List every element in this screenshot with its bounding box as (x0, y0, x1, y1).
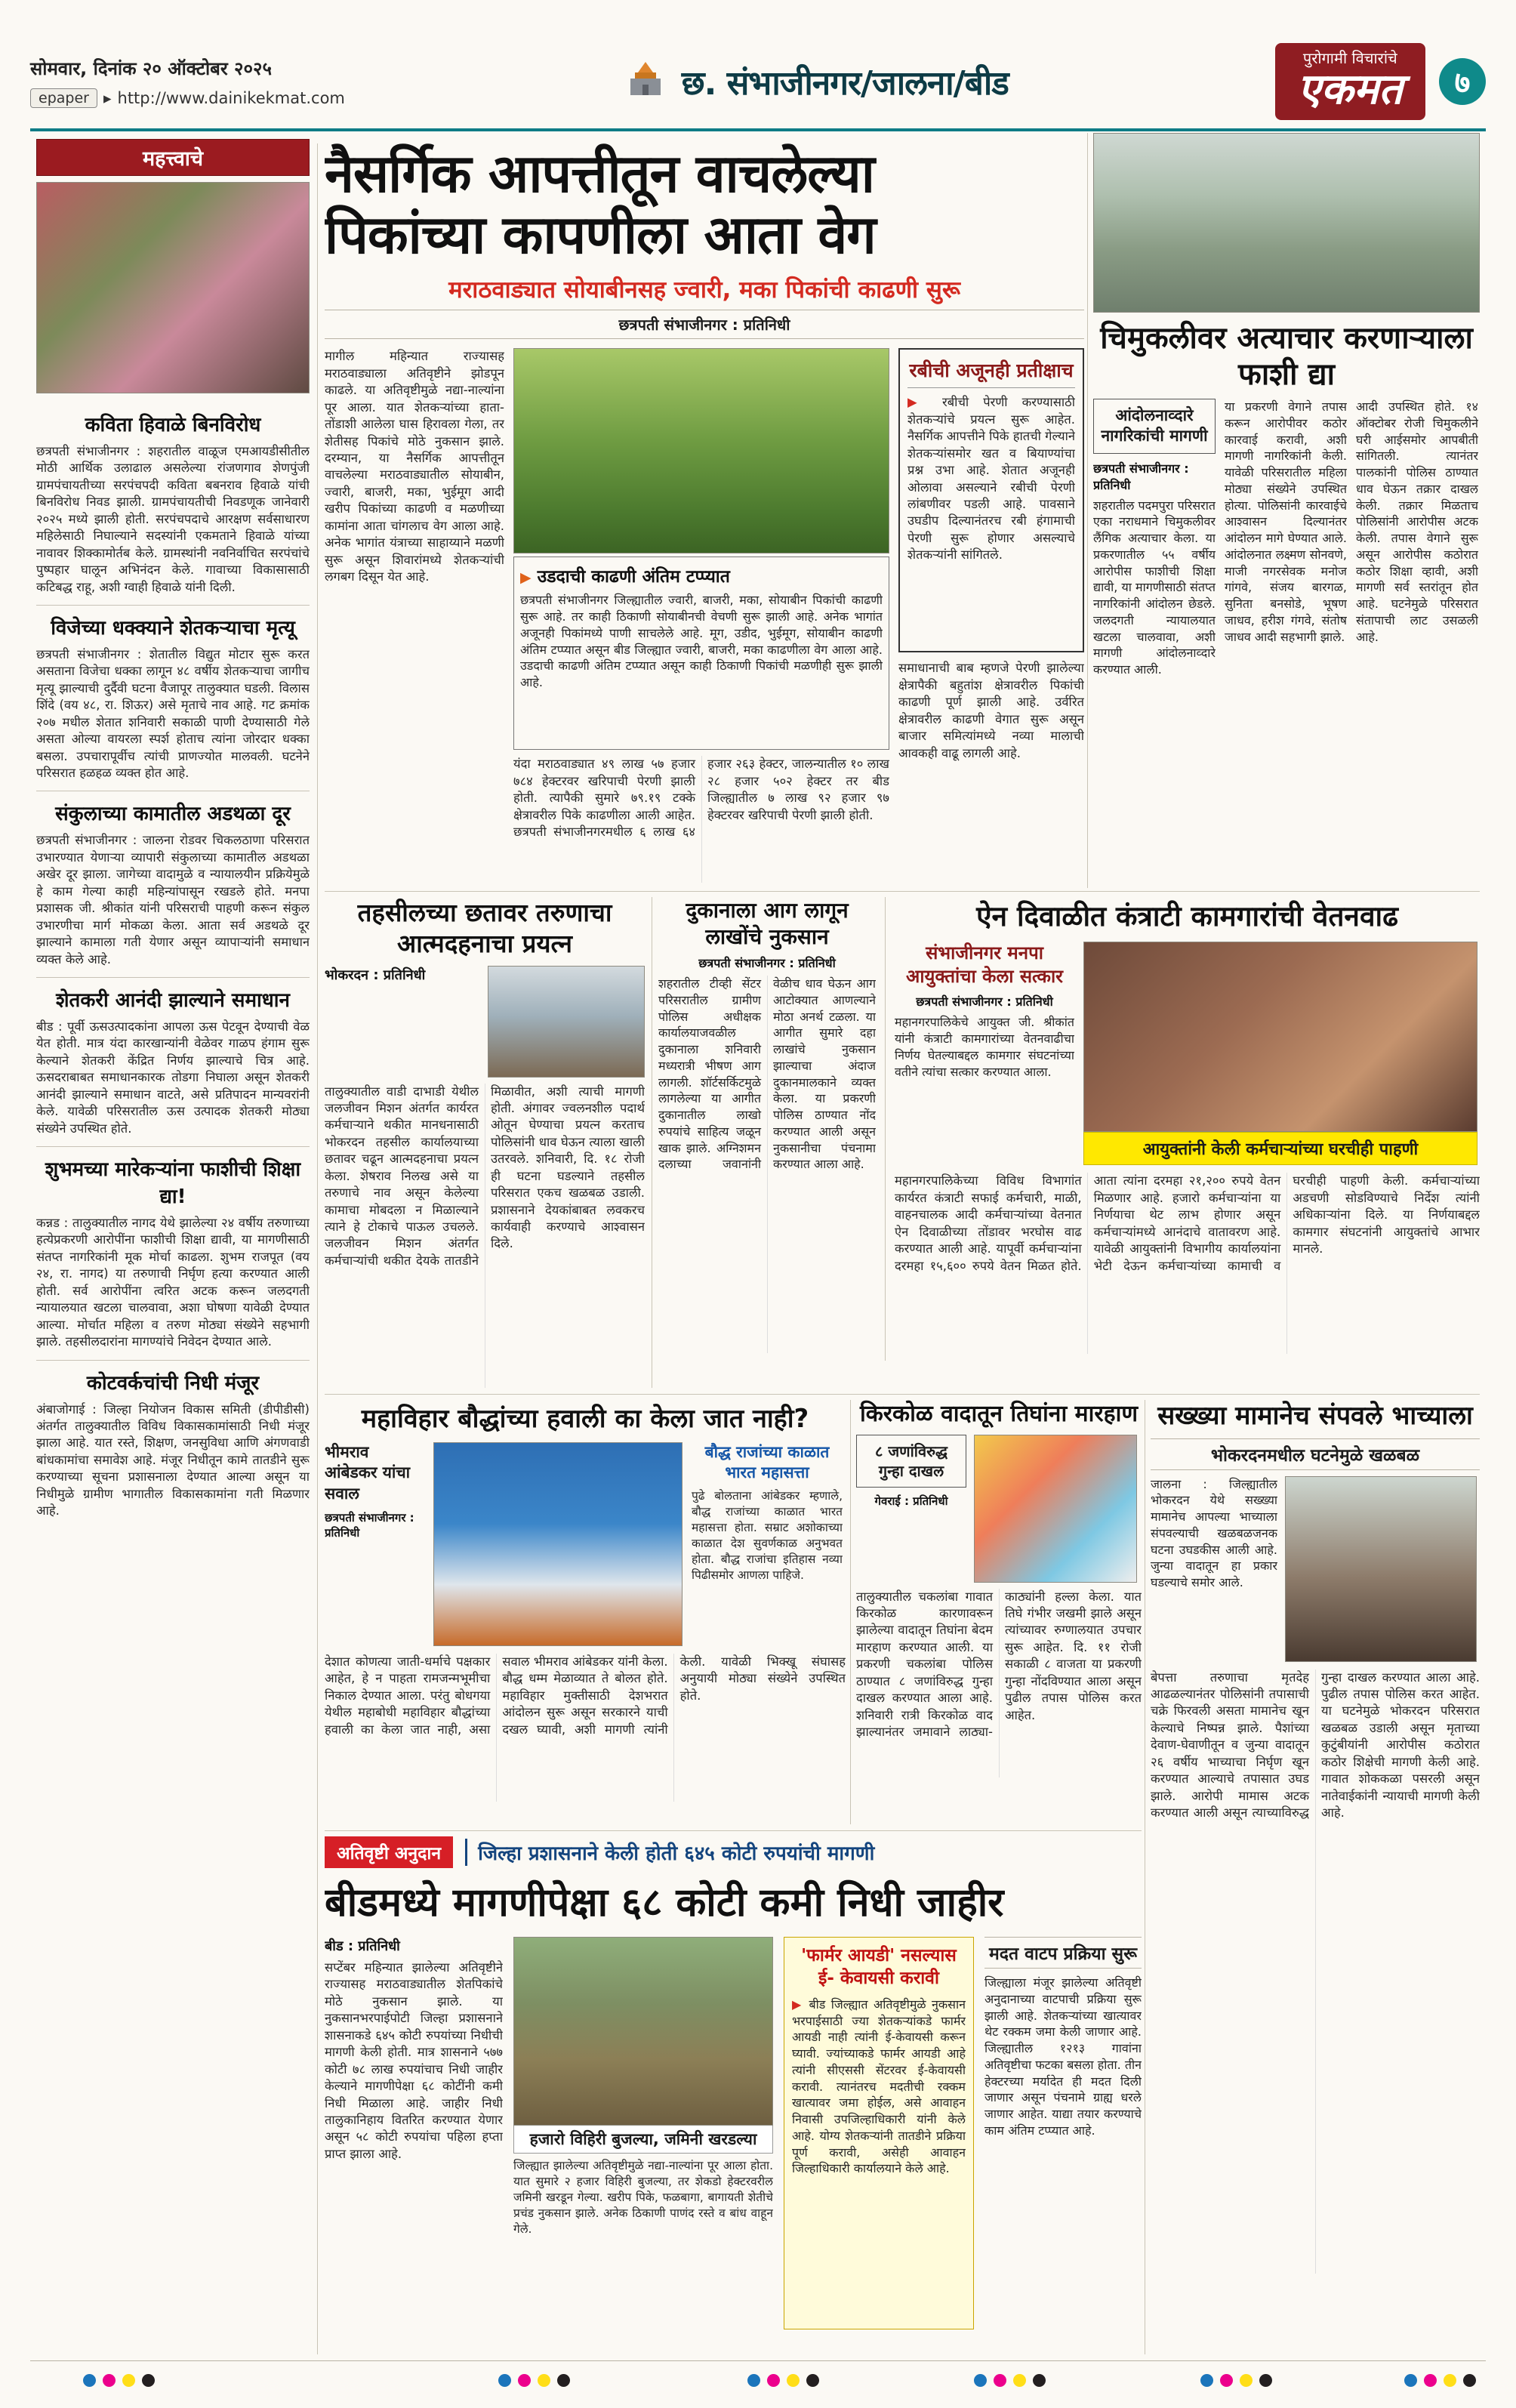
brief-article (36, 605, 310, 782)
lead-subhead: मराठवाड्यात सोयाबीनसह ज्वारी, मका पिकांची काढणी सुरू (448, 276, 960, 304)
beed-dateline: बीड : प्रतिनिधी (325, 1938, 400, 1954)
bullet-arrow-icon: ▶ (792, 1996, 809, 2012)
brief-article (36, 1360, 310, 1520)
fight-dateline: गेवराई : प्रतिनिधी (874, 1494, 948, 1508)
assault-headline: चिमुकलीवर अत्याचार करणाऱ्याला फाशी द्या (1100, 321, 1473, 392)
flooded-field-photo (513, 1937, 773, 2126)
vihar-blue-title: बौद्ध राजांच्या काळात भारत महासत्ता (704, 1443, 830, 1482)
mama-subhead: भोकरदनमधील घटनेमुळे खळबळ (1151, 1438, 1480, 1470)
magenta-dot (518, 2374, 531, 2387)
registration-marks (1200, 2374, 1272, 2387)
lead-body-col1: मागील महिन्यात राज्यासह मराठवाड्याला अतिवृष्टीने झोडपून काढले. या अतिवृष्टीमुळे नद्या-नाल्यांना पूर आला. यात शेतकऱ्यांच्या हाता-तोंडाशी आलेला घास हिरावला गेला, तर शेतीसह पिकांचे मोठे नुकसान झाले. दरम्यान, या नैसर्गिक आपत्तीतून वाचलेल्या मराठवाड्यातील सोयाबीन, ज्वारी, बाजरी, मका, भुईमूग आदी खरीप पिकांच्या काढणी व मळणीच्या कामांना आता चांगलाच वेग आला आहे. अनेक भागांत यंत्राच्या साहाय्याने मळणी सुरू असून शिवारांमध्ये शेतकऱ्यांची लगबग दिसून येत आहे. (325, 349, 504, 584)
brief-body: छत्रपती संभाजीनगर : जालना रोडवर चिकलठाणा परिसरात उभारण्यात येणाऱ्या व्यापारी संकुलाच्या कामातील अडथळा अखेर दूर झाला. जागेच्या वादामुळे व न्यायालयीन प्रक्रियेमुळे हे काम गेल्या काही महिन्यांपासून रखडले होते. मनपा प्रशासक जी. श्रीकांत यांनी परिसराची पाहणी करून संकुल उभारणीचा मार्ग मोकळा केला. आता सर्व अडथळे दूर झाल्याने कामाला गती येणार असून व्यापाऱ्यांनी समाधान व्यक्त केले आहे. (36, 833, 310, 967)
registration-marks (498, 2374, 570, 2387)
tahsil-dateline: भोकरदन : प्रतिनिधी (325, 967, 426, 983)
fire-body: शहरातील टीव्ही सेंटर परिसरातील ग्रामीण पोलिस अधीक्षक कार्यालयाजवळील दुकानाला शनिवारी मध्यरात्री भीषण आग लागली. शॉर्टसर्किटमुळे लागलेल्या या आगीत दुकानातील लाखो रुपयांचे साहित्य जळून खाक झाले. अग्निशमन दलाच्या जवानांनी वेळीच धाव घेऊन आग आटोक्यात आणल्याने मोठा अनर्थ टळला. या आगीत सुमारे दहा लाखांचे नुकसान झाल्याचा अंदाज दुकानमालकाने व्यक्त केला. या प्रकरणी पोलिस ठाण्यात नोंद करण्यात आली असून नुकसानीचा पंचनामा करण्यात आला आहे. (658, 976, 876, 1172)
brief-body: अंबाजोगाई : जिल्हा नियोजन विकास समिती (डीपीडीसी) अंतर्गत तालुक्यातील विविध विकासकामांसाठी निधी मंजूर झाला आहे. यात रस्ते, शिक्षण, जनसुविधा आणि अंगणवाडी बांधकामांचा समावेश आहे. मंजूर निधीतून कामे तातडीने सुरू करण्याच्या सूचना प्रशासनाला देण्यात आल्या असून या निधीमुळे ग्रामीण भागातील विकासकामांना गती मिळणार आहे. (36, 1401, 310, 1518)
rabi-body-text: रबीची पेरणी करण्यासाठी शेतकऱ्यांचे प्रयत्न सुरू आहेत. नैसर्गिक आपत्तीने पिके हातची गेल्याने शेतकऱ्यांसमोर खत व बियाण्यांचा प्रश्न उभा आहे. शेतात अजूनही ओलावा असल्याने रबीची पेरणी लांबणीवर पडली आहे. पावसाने उघडीप दिल्यानंतरच रबी हंगामाची पेरणी सुरू होणार असल्याचे शेतकऱ्यांनी सांगितले. (907, 395, 1075, 563)
mama-headline: सख्ख्या मामानेच संपवले भाच्याला (1157, 1401, 1473, 1431)
magenta-dot (767, 2374, 780, 2387)
farmer-id-body-text: बीड जिल्ह्यात अतिवृष्टीमुळे नुकसान भरपाईसाठी ज्या शेतकऱ्यांकडे फार्मर आयडी नाही त्यांनी ई-केवायसी करून घ्यावी. ज्यांच्याकडे फार्मर आयडी आहे त्यांनी सीएससी सेंटरवर ई-केवायसी करावी. त्यानंतरच मदतीची रक्कम खात्यावर जमा होईल, असे आवाहन निवासी उपजिल्हाधिकारी यांनी केले आहे. योग्य शेतकऱ्यांनी तातडीने प्रक्रिया पूर्ण करावी, असेही आवाहन जिल्हाधिकारी कार्यालयाने केले आहे. (792, 1996, 966, 2176)
vihar-headline: महाविहार बौद्धांच्या हवाली का केला जात नाही? (361, 1404, 809, 1434)
wage-side-byline: छत्रपती संभाजीनगर : प्रतिनिधी (916, 994, 1053, 1010)
rabi-sidebar-box (898, 348, 1084, 652)
beed-photo-caption-body: जिल्ह्यात झालेल्या अतिवृष्टीमुळे नद्या-नाल्यांना पूर आला होता. यात सुमारे २ हजार विहिरी बुजल्या, तर शेकडो हेक्टरवरील जमिनी खरडून गेल्या. खरीप पिके, फळबागा, बागायती शेतीचे प्रचंड नुकसान झाले. अनेक ठिकाणी पाणंद रस्ते व बांध वाहून गेले. (513, 2159, 773, 2237)
cyan-dot (83, 2374, 96, 2387)
assault-byline: छत्रपती संभाजीनगर : प्रतिनिधी (1093, 461, 1189, 492)
lead-headline (325, 143, 1084, 266)
brief-headline: शुभमच्या मारेकऱ्यांना फाशीची शिक्षा द्या! (45, 1158, 301, 1208)
black-dot (1259, 2374, 1272, 2387)
left-briefs-column (36, 139, 310, 2356)
lead-headline-line1: नैसर्गिक आपत्तीतून वाचलेल्या (325, 143, 874, 205)
self-immolation-article (325, 897, 645, 1388)
beed-body-colD: जिल्ह्याला मंजूर झालेल्या अतिवृष्टी अनुदानाच्या वाटपाची प्रक्रिया सुरू झाली आहे. शेतकऱ्यांच्या खात्यावर थेट रक्कम जमा केली जाणार आहे. जिल्ह्यातील १२१३ गावांना अतिवृष्टीचा फटका बसला होता. तीन हेक्टरच्या मर्यादेत ही मदत दिली जाणार असून पंचनामे ग्राह्य धरले जाणार आहेत. याद्या तयार करण्याचे काम अंतिम टप्प्यात आहे. (984, 1975, 1142, 2138)
brief-article (36, 791, 310, 968)
caption-body: छत्रपती संभाजीनगर जिल्ह्यातील ज्वारी, बाजरी, मका, सोयाबीन पिकांची काढणी सुरू आहे. तर काही ठिकाणी सोयाबीनची वेचणी सुरू झाली आहे. अनेक भागांत अजूनही पिकांमध्ये पाणी साचलेले आहे. मूग, उडीद, भुईमूग, सोयाबीन काढणी अंतिम टप्प्यात असून बीड जिल्ह्यात ज्वारी, बाजरी, मका काढणीला वेग आला आहे. उडदाची काढणी अंतिम टप्प्यात असून काही ठिकाणी पिकांची मळणीही सुरू झाली आहे. (520, 593, 883, 690)
brief-body: छत्रपती संभाजीनगर : शेतातील विद्युत मोटार सुरू करत असताना विजेचा धक्का लागून ४८ वर्षीय शेतकऱ्याचा जागीच मृत्यू झाल्याची दुर्दैवी घटना वैजापूर तालुक्यात घडली. विलास शिंदे (वय ४८, रा. शिऊर) असे मृताचे नाव आहे. गट क्रमांक २०७ मधील शेतात शनिवारी सकाळी पाणी देण्यासाठी गेले असता ओल्या वायरला स्पर्श होताच त्यांना जोरदार धक्का बसला. उपचारापूर्वीच त्यांची प्राणज्योत मालवली. घटनेने परिसरात हळहळ व्यक्त होत आहे. (36, 646, 310, 780)
demand-minibox (1093, 399, 1216, 454)
caption-title-text: उडदाची काढणी अंतिम टप्प्यात (537, 567, 730, 587)
rooftop-photo (488, 966, 645, 1078)
brief-article (36, 977, 310, 1137)
column-rule (885, 897, 886, 1361)
bullet-arrow-icon: ▶ (907, 395, 943, 410)
registration-marks (83, 2374, 155, 2387)
brief-body: छत्रपती संभाजीनगर : शहरातील वाळूज एमआयडीसीतील मोठी आर्थिक उलाढाल असलेल्या रांजणगाव शेणपुंजी ग्रामपंचायतीच्या सरपंचपदी कविता बबनराव हिवाळे यांची बिनविरोध निवड झाली. ग्रामपंचायतीची निवडणूक जानेवारी २०२५ मध्ये झाली होती. सरपंचपदाचे आरक्षण सर्वसाधारण महिलेसाठी निघाल्याने सदस्यांनी एकमताने हिवाळे यांच्या नावावर शिक्कामोर्तब केले. ग्रामस्थांनी नवनिर्वाचित सरपंचांचे पुष्पहार घालून अभिनंदन केले. गावाच्या विकासासाठी कटिबद्ध राहू, अशी ग्वाही हिवाळे यांनी दिली. (36, 444, 310, 594)
cyan-dot (747, 2374, 760, 2387)
wage-hike-article (895, 896, 1480, 1359)
masthead-tagline: पुरोगामी विचारांचे (1302, 49, 1397, 68)
victim-portrait-photo (1285, 1476, 1477, 1662)
magenta-dot (1220, 2374, 1233, 2387)
brief-headline: कोटवर्कचांची निधी मंजूर (86, 1371, 260, 1395)
shop-fire-article (658, 897, 876, 1388)
section-rule (325, 1830, 1142, 1831)
caption-title (520, 563, 883, 587)
yellow-dot (787, 2374, 800, 2387)
felicitation-ceremony-photo (1083, 942, 1477, 1132)
assault-body-col1: शहरातील पदमपुरा परिसरात एका नराधमाने चिमुकलीवर लैंगिक अत्याचार केला. या प्रकरणातील ५५ वर्षीय आरोपीस फाशीची शिक्षा द्यावी, या मागणीसाठी संतप्त नागरिकांनी आंदोलन छेडले. जलदगती न्यायालयात खटला चालवावा, अशी मागणी आंदोलनाव्दारे करण्यात आली. (1093, 498, 1216, 677)
section-title-important: महत्त्वाचे (36, 139, 310, 176)
fight-headline: किरकोळ वादातून तिघांना मारहाण (859, 1401, 1139, 1427)
section-rule (325, 891, 1480, 892)
page-header (30, 39, 1486, 124)
footer-rule (30, 2360, 1486, 2361)
vihar-side-title: भीमराव आंबेडकर यांचा सवाल (325, 1443, 411, 1503)
farmer-id-title: 'फार्मर आयडी' नसल्यास ई- केवायसी करावी (801, 1946, 957, 1988)
brief-article (36, 402, 310, 596)
black-dot (806, 2374, 819, 2387)
yellow-dot (122, 2374, 135, 2387)
header-rule (30, 128, 1486, 131)
cyan-dot (498, 2374, 511, 2387)
magenta-dot (103, 2374, 116, 2387)
mama-intro: जालना : जिल्ह्यातील भोकरदन येथे सख्ख्या मामानेच आपल्या भाच्याला संपवल्याची खळबळजनक घटना उघडकीस आली आहे. जुन्या वादातून हा प्रकार घडल्याचे समोर आले. (1151, 1476, 1277, 1589)
fire-headline: दुकानाला आग लागून लाखोंचे नुकसान (686, 898, 849, 949)
yellow-dot (538, 2374, 550, 2387)
mahavihar-article (325, 1400, 846, 1824)
wage-side-title: संभाजीनगर मनपा आयुक्तांचा केला सत्कार (906, 942, 1063, 988)
mama-body: बेपत्ता तरुणाचा मृतदेह आढळल्यानंतर पोलिसांनी तपासाची चक्रे फिरवली असता मामानेच खून केल्याचे निष्पन्न झाले. पैशांच्या देवाण-घेवाणीतून व जुन्या वादातून २६ वर्षीय भाच्याचा निर्घृण खून करण्यात आल्याचे तपासात उघड झाले. आरोपी मामास अटक करण्यात आली असून त्याच्याविरुद्ध गुन्हा दाखल करण्यात आला आहे. पुढील तपास पोलिस करत आहेत. या घटनेमुळे भोकरदन परिसरात खळबळ उडाली असून मृताच्या कुटुंबीयांनी आरोपीस कठोरात कठोर शिक्षेची मागणी केली आहे. गावात शोककळा पसरली असून नातेवाईकांनी न्यायाची मागणी केली आहे. (1151, 1670, 1480, 1820)
rabi-body (907, 394, 1075, 643)
tahsil-headline: तहसीलच्या छतावर तरुणाचा आत्मदहनाचा प्रयत्न (357, 898, 612, 959)
black-dot (1463, 2374, 1476, 2387)
cyan-dot (1200, 2374, 1213, 2387)
column-rule (850, 1400, 851, 1824)
registration-marks (747, 2374, 819, 2387)
assault-body-col3: आदी उपस्थित होते. १४ ऑक्टोबर रोजी चिमुकलीने घरी आईसमोर आपबीती सांगितली. त्यानंतर पालकांनी पोलिस ठाण्यात धाव घेऊन तक्रार दाखल केली. तक्रार मिळताच पोलिसांनी आरोपीस अटक केली. तपास वेगाने सुरू असून आरोपीस कठोरात कठोर शिक्षा व्हावी, अशी मागणी सर्व स्तरांतून होत आहे. घटनेमुळे परिसरात संतापाची लाट उसळली आहे. (1356, 399, 1478, 644)
page-number-badge: ७ (1439, 58, 1486, 105)
wage-headline: ऐन दिवाळीत कंत्राटी कामगारांची वेतनवाढ (976, 900, 1398, 933)
assault-body-col2: या प्रकरणी वेगाने तपास करून आरोपीवर कठोर कारवाई करावी, अशी मागणी नागरिकांनी केली. यावेळी परिसरातील महिला मोठ्या संख्येने उपस्थित होत्या. पोलिसांनी कारवाईचे आश्वासन दिल्यानंतर आंदोलन मागे घेण्यात आले. आंदोलनात लक्ष्मण सोनवणे, माजी नगरसेवक मनोज गांगवे, संजय बारगळ, सुनिता बनसोडे, भूषण जाधव, हरीश गंगवे, संतोष जाधव आदी सहभागी झाले. (1225, 399, 1347, 644)
yellow-dot (1240, 2374, 1253, 2387)
yellow-dot (1013, 2374, 1026, 2387)
farmer-id-body (792, 1996, 966, 2177)
magenta-dot (1424, 2374, 1437, 2387)
beed-fund-article (325, 1836, 1142, 2354)
vihar-blue-body: पुढे बोलताना आंबेडकर म्हणाले, बौद्ध राजांच्या काळात भारत महासत्ता होता. सम्राट अशोकाच्या काळात देश सुवर्णकाळ अनुभवत होता. बौद्ध राजांचा इतिहास नव्या पिढीसमोर आणला पाहिजे. (692, 1488, 843, 1582)
registration-marks (1404, 2374, 1476, 2387)
black-dot (1033, 2374, 1046, 2387)
beed-body-col1: सप्टेंबर महिन्यात झालेल्या अतिवृष्टीने राज्यासह मराठवाड्यातील शेतपिकांचे मोठे नुकसान झाले. या नुकसानभरपाईपोटी जिल्हा प्रशासनाने शासनाकडे ६४५ कोटी रुपयांच्या निधीची मागणी केली होती. मात्र शासनाने ५७७ कोटी ७८ लाख रुपयांचाच निधी जाहीर केल्याने मागणीपेक्षा ६८ कोटींनी कमी निधी मिळाला आहे. जाहीर निधी तालुकानिहाय वितरित करण्यात येणार असून ५८ कोटी रुपयांचा पहिला हप्ता प्राप्त झाला आहे. (325, 1960, 503, 2161)
wage-side-body: महानगरपालिकेचे आयुक्त जी. श्रीकांत यांनी कंत्राटी कामगारांच्या वेतनवाढीचा निर्णय घेतल्याबद्दल कामगार संघटनांच्या वतीने त्यांचा सत्कार करण्यात आला. (895, 1015, 1074, 1079)
relief-subhead: मदत वाटप प्रक्रिया सुरू (984, 1937, 1142, 1969)
registration-marks (974, 2374, 1046, 2387)
kicker-tag: अतिवृष्टी अनुदान (325, 1836, 453, 1868)
cyan-dot (974, 2374, 987, 2387)
brief-body: कन्नड : तालुक्यातील नागद येथे झालेल्या २४ वर्षीय तरुणाच्या हत्येप्रकरणी आरोपींना फाशीची शिक्षा द्यावी, या मागणीसाठी संतप्त नागरिकांनी मूक मोर्चा काढला. शुभम राजपूत (वय २४, रा. नागद) या तरुणाची निर्घृण हत्या करण्यात आली होती. सर्व आरोपींना त्वरित अटक करून जलदगती न्यायालयात खटला चालवावा, अशा घोषणा यावेळी देण्यात आल्या. मोर्चात महिला व तरुण मोठ्या संख्येने सहभागी झाले. तहसीलदारांना मागण्यांचे निवेदन देण्यात आले. (36, 1216, 310, 1349)
fire-dateline: छत्रपती संभाजीनगर : प्रतिनिधी (698, 956, 836, 970)
felicitation-photo (36, 182, 310, 393)
fight-case-title: ८ जणांविरुद्ध गुन्हा दाखल (874, 1441, 948, 1480)
lead-headline-line2: पिकांच्या कापणीला आता वेग (325, 204, 876, 267)
vihar-side-byline: छत्रपती संभाजीनगर : प्रतिनिधी (325, 1510, 414, 1540)
black-dot (142, 2374, 155, 2387)
date-line: सोमवार, दिनांक २० ऑक्टोबर २०२५ (30, 57, 272, 79)
protest-crowd-photo (1093, 133, 1480, 313)
masthead (1275, 43, 1425, 120)
brief-headline: शेतकरी आनंदी झाल्याने समाधान (56, 988, 290, 1012)
brief-body: बीड : पूर्वी ऊसउत्पादकांना आपला ऊस पेटवून देण्याची वेळ येत होती. मात्र यंदा कारखान्यांनी वेळेवर गाळप हंगाम सुरू केल्याने शेतकरी केंद्रित निर्णय झाल्याचे चित्र आहे. ऊसदराबाबत समाधानकारक तोडगा निघाला असून शेतकरी आनंदी झाल्याने समाधान वाटते, असे प्रतिपादन मान्यवरांनी केले. यावेळी परिसरातील ऊस उत्पादक शेतकरी मोठ्या संख्येने उपस्थित होते. (36, 1019, 310, 1136)
column-rule (1087, 133, 1088, 888)
dhamma-stage-photo (433, 1442, 683, 1646)
section-rule (325, 1394, 1480, 1395)
brief-article (36, 1146, 310, 1351)
yellow-dot (1444, 2374, 1456, 2387)
black-dot (557, 2374, 570, 2387)
photo-caption-box (513, 557, 889, 750)
fight-body: तालुक्यातील चकलांबा गावात किरकोळ कारणावरून झालेल्या वादातून तिघांना बेदम मारहाण करण्यात आली. या प्रकरणी चकलांबा पोलिस ठाण्यात ८ जणांविरुद्ध गुन्हा दाखल करण्यात आला आहे. शनिवारी रात्री किरकोळ वाद झाल्यानंतर जमावाने लाठ्या-काठ्यांनी हल्ला केला. यात तिघे गंभीर जखमी झाले असून त्यांच्यावर रुग्णालयात उपचार सुरू आहेत. दि. ११ रोजी सकाळी ८ वाजता या प्रकरणी गुन्हा नोंदविण्यात आला असून पुढील तपास पोलिस करत आहेत. (856, 1589, 1142, 1739)
maize-field-photo (513, 348, 889, 553)
brief-headline: संकुलाच्या कामातील अडथळा दूर (55, 803, 291, 826)
lead-body-col2: यंदा मराठवाड्यात ४९ लाख ५७ हजार ७८४ हेक्टरवर खरिपाची पेरणी झाली होती. त्यापैकी सुमारे ७९.१९ टक्के क्षेत्रावरील पिके काढणीला आली आहेत. छत्रपती संभाजीनगरमधील ६ लाख ६४ हजार २६३ हेक्टर, जालन्यातील १० लाख २८ हजार ५०२ हेक्टर तर बीड जिल्ह्यातील ७ लाख ९२ हजार ९७ हेक्टरवर खरिपाची पेरणी झाली होती. (513, 757, 889, 840)
edition-title: छ. संभाजीनगर/जालना/बीड (681, 64, 1009, 103)
column-rule (317, 143, 318, 2354)
fight-illustration (974, 1435, 1137, 1583)
beed-headline: बीडमध्ये मागणीपेक्षा ६८ कोटी कमी निधी जाहीर (325, 1880, 1004, 1925)
masthead-name: एकमत (1297, 65, 1403, 115)
assault-article (1093, 133, 1480, 888)
masthead-logo-icon (621, 60, 670, 103)
lead-article (325, 143, 1084, 890)
demand-minibox-title: आंदोलनाव्दारे नागरिकांची मागणी (1101, 406, 1208, 446)
beed-photo-caption-title: हजारो विहिरी बुजल्या, जमिनी खरडल्या (513, 2126, 773, 2154)
kicker-subtitle: जिल्हा प्रशासनाने केली होती ६४५ कोटी रुपयांची मागणी (465, 1839, 874, 1866)
rabi-title: रबीची अजूनही प्रतीक्षाच (907, 357, 1075, 388)
vihar-body: देशात कोणत्या जाती-धर्माचे पक्षकार आहेत, हे न पाहता रामजन्मभूमीचा निकाल देण्यात आला. परंतु बोधगया येथील महाबोधी महाविहार बौद्धांच्या हवाली का केला जात नाही, असा सवाल भीमराव आंबेडकर यांनी केला. बौद्ध धम्म मेळाव्यात ते बोलत होते. महाविहार मुक्तीसाठी देशभरात आंदोलन सुरू असून सरकारने याची दखल घ्यावी, अशी मागणी त्यांनी केली. यावेळी भिक्खू संघासह अनुयायी मोठ्या संख्येने उपस्थित होते. (325, 1654, 846, 1737)
brief-headline: विजेच्या धक्क्याने शेतकऱ्याचा मृत्यू (51, 616, 295, 640)
yellow-highlight-caption: आयुक्तांनी केली कर्मचाऱ्यांच्या घरचीही पाहणी (1083, 1132, 1477, 1165)
caption-marker-icon: ▶ (520, 569, 532, 587)
cyan-dot (1404, 2374, 1417, 2387)
fight-case-minibox (856, 1435, 966, 1488)
lead-body-col3: समाधानाची बाब म्हणजे पेरणी झालेल्या क्षेत्रापैकी बहुतांश क्षेत्रावरील पिकांची काढणी पूर्ण झाली आहे. उर्वरित क्षेत्रावरील काढणी वेगात सुरू असून बाजार समित्यांमध्ये नव्या मालाची आवकही वाढू लागली आहे. (898, 661, 1084, 760)
lead-byline: छत्रपती संभाजीनगर : प्रतिनिधी (325, 310, 1084, 339)
epaper-badge: epaper (30, 88, 97, 108)
magenta-dot (994, 2374, 1006, 2387)
epaper-url-link[interactable]: http://www.dainikekmat.com (117, 88, 345, 107)
wage-body: महानगरपालिकेच्या विविध विभागांत कार्यरत कंत्राटी सफाई कर्मचारी, माळी, वाहनचालक आदी कर्मचाऱ्यांच्या वेतनात ऐन दिवाळीच्या तोंडावर भरघोस वाढ करण्यात आली आहे. यापूर्वी कर्मचाऱ्यांना दरमहा १५,६०० रुपये वेतन मिळत होते. आता त्यांना दरमहा २१,२०० रुपये वेतन मिळणार आहे. हजारो कर्मचाऱ्यांना या निर्णयाचा थेट लाभ होणार असून कर्मचाऱ्यांमध्ये आनंदाचे वातावरण आहे. यावेळी आयुक्तांनी विभागीय कार्यालयांना भेटी देऊन कर्मचाऱ्यांच्या कामाची व घरचीही पाहणी केली. कर्मचाऱ्यांच्या अडचणी सोडविण्याचे निर्देश त्यांनी अधिकाऱ्यांना दिले. या निर्णयाबद्दल कामगार संघटनांनी आयुक्तांचे आभार मानले. (895, 1173, 1480, 1273)
brief-headline: कविता हिवाळे बिनविरोध (85, 414, 261, 436)
assault-fight-article (856, 1400, 1142, 1824)
link-arrow-icon: ▸ (103, 88, 112, 107)
tahsil-body: तालुक्यातील वाडी दाभाडी येथील जलजीवन मिशन अंतर्गत कार्यरत कर्मचाऱ्याने थकीत मानधनासाठी भोकरदन तहसील कार्यालयाच्या छतावर चढून आत्मदहनाचा प्रयत्न केला. शेषराव निलख असे या तरुणाचे नाव असून केलेल्या कामाचा मोबदला न मिळाल्याने त्याने हे टोकाचे पाऊल उचलले. जलजीवन मिशन अंतर्गत कर्मचाऱ्यांची थकीत देयके तातडीने मिळावीत, अशी त्याची मागणी होती. अंगावर ज्वलनशील पदार्थ ओतून घेण्याचा प्रयत्न करताच पोलिसांनी धाव घेऊन त्याला खाली उतरवले. शनिवारी, दि. १८ रोजी ही घटना घडल्याने तहसील परिसरात एकच खळबळ उडाली. प्रशासनाने देयकांबाबत लवकरच कार्यवाही करण्याचे आश्वासन दिले. (325, 1084, 645, 1268)
uncle-murder-article (1151, 1400, 1480, 2354)
farmer-id-notice-box (784, 1937, 974, 2329)
